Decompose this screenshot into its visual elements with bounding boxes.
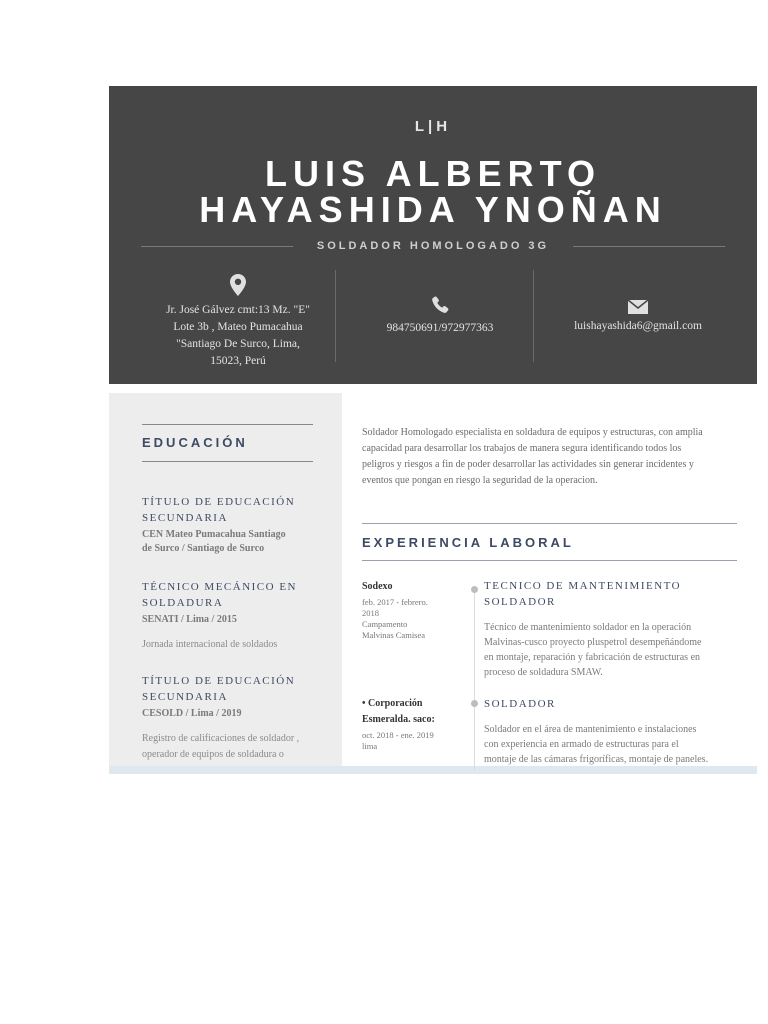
experience-rule-bottom	[362, 560, 737, 561]
name-line-2: HAYASHIDA YNOÑAN	[199, 189, 667, 230]
job-description: Técnico de mantenimiento soldador en la operación Malvinas-cusco proyecto pluspetrol desempeñándome en montaje, reparación y fabricación de estructuras en proceso de soldadura SMAW.	[484, 622, 702, 678]
name-line-1: LUIS ALBERTO	[264, 153, 601, 194]
job-company: • Corporación Esmeralda. saco:	[362, 698, 435, 725]
job-info	[362, 696, 457, 752]
education-institution: CEN Mateo Pumacahua Santiago de Surco / Santiago de Surco	[142, 529, 286, 554]
experience-rule-top	[362, 523, 737, 524]
job-title-row	[141, 238, 725, 254]
job-dates-location: feb. 2017 - febrero. 2018 Campamento Malvinas Camisea	[362, 597, 428, 640]
address-line: 15023, Perú	[210, 355, 266, 367]
address-line: Lote 3b , Mateo Pumacahua	[173, 321, 303, 333]
education-title: TÍTULO DE EDUCACIÓN SECUNDARIA	[142, 675, 296, 703]
job-details	[484, 578, 739, 680]
education-item	[142, 673, 322, 763]
job-dates-location: oct. 2018 - ene. 2019 lima	[362, 730, 434, 751]
email-block	[533, 266, 743, 362]
education-item	[142, 494, 322, 556]
experience-heading: EXPERIENCIA LABORAL	[362, 535, 574, 550]
education-institution: CESOLD / Lima / 2019	[142, 708, 242, 719]
job-description: Soldador en el área de mantenimiento e instalaciones con experiencia en armado de estructuras para el montaje de las cámaras frigoríficas, montaje de paneles.	[484, 724, 709, 765]
map-pin-icon	[230, 274, 246, 296]
envelope-icon	[628, 300, 648, 314]
resume-header	[109, 86, 757, 384]
education-title: TÍTULO DE EDUCACIÓN SECUNDARIA	[142, 496, 296, 524]
job-info	[362, 579, 457, 641]
timeline-dot	[471, 700, 478, 707]
title-divider-right	[573, 246, 725, 247]
address-block	[133, 266, 343, 367]
timeline-dot	[471, 586, 478, 593]
education-rule-bottom	[142, 461, 313, 462]
education-note: Registro de calificaciones de soldador , operador de equipos de soldadura o	[142, 733, 300, 760]
profile-summary: Soldador Homologado especialista en soldadura de equipos y estructuras, con amplia capacidad para desarrollar los trabajos de manera segura identificando todos los peligros y riesgos a fin de poder desarrollar las actividades sin generar incidentes y eventos que pongan en riesgo la seguridad de la operacion.	[362, 427, 703, 486]
education-heading: EDUCACIÓN	[142, 435, 248, 450]
address-line: "Santiago De Surco, Lima,	[176, 338, 300, 350]
email-address: luishayashida6@gmail.com	[574, 320, 702, 332]
education-institution: SENATI / Lima / 2015	[142, 614, 237, 625]
phone-number: 984750691/972977363	[386, 322, 494, 334]
phone-block	[335, 266, 545, 362]
education-note: Jornada internacional de soldados	[142, 639, 278, 650]
phone-icon	[431, 296, 449, 314]
experience-timeline	[474, 590, 475, 770]
job-company: Sodexo	[362, 581, 393, 592]
address-line: Jr. José Gálvez cmt:13 Mz. "E"	[166, 304, 310, 316]
contact-row	[109, 266, 757, 367]
monogram: L|H	[414, 118, 452, 135]
education-title: TÉCNICO MECÁNICO EN SOLDADURA	[142, 581, 297, 609]
job-role: TECNICO DE MANTENIMIENTO SOLDADOR	[484, 580, 682, 608]
job-details	[484, 696, 739, 774]
job-title: SOLDADOR HOMOLOGADO 3G	[316, 240, 550, 252]
education-item	[142, 579, 322, 653]
job-role: SOLDADOR	[484, 698, 556, 710]
education-rule-top	[142, 424, 313, 425]
